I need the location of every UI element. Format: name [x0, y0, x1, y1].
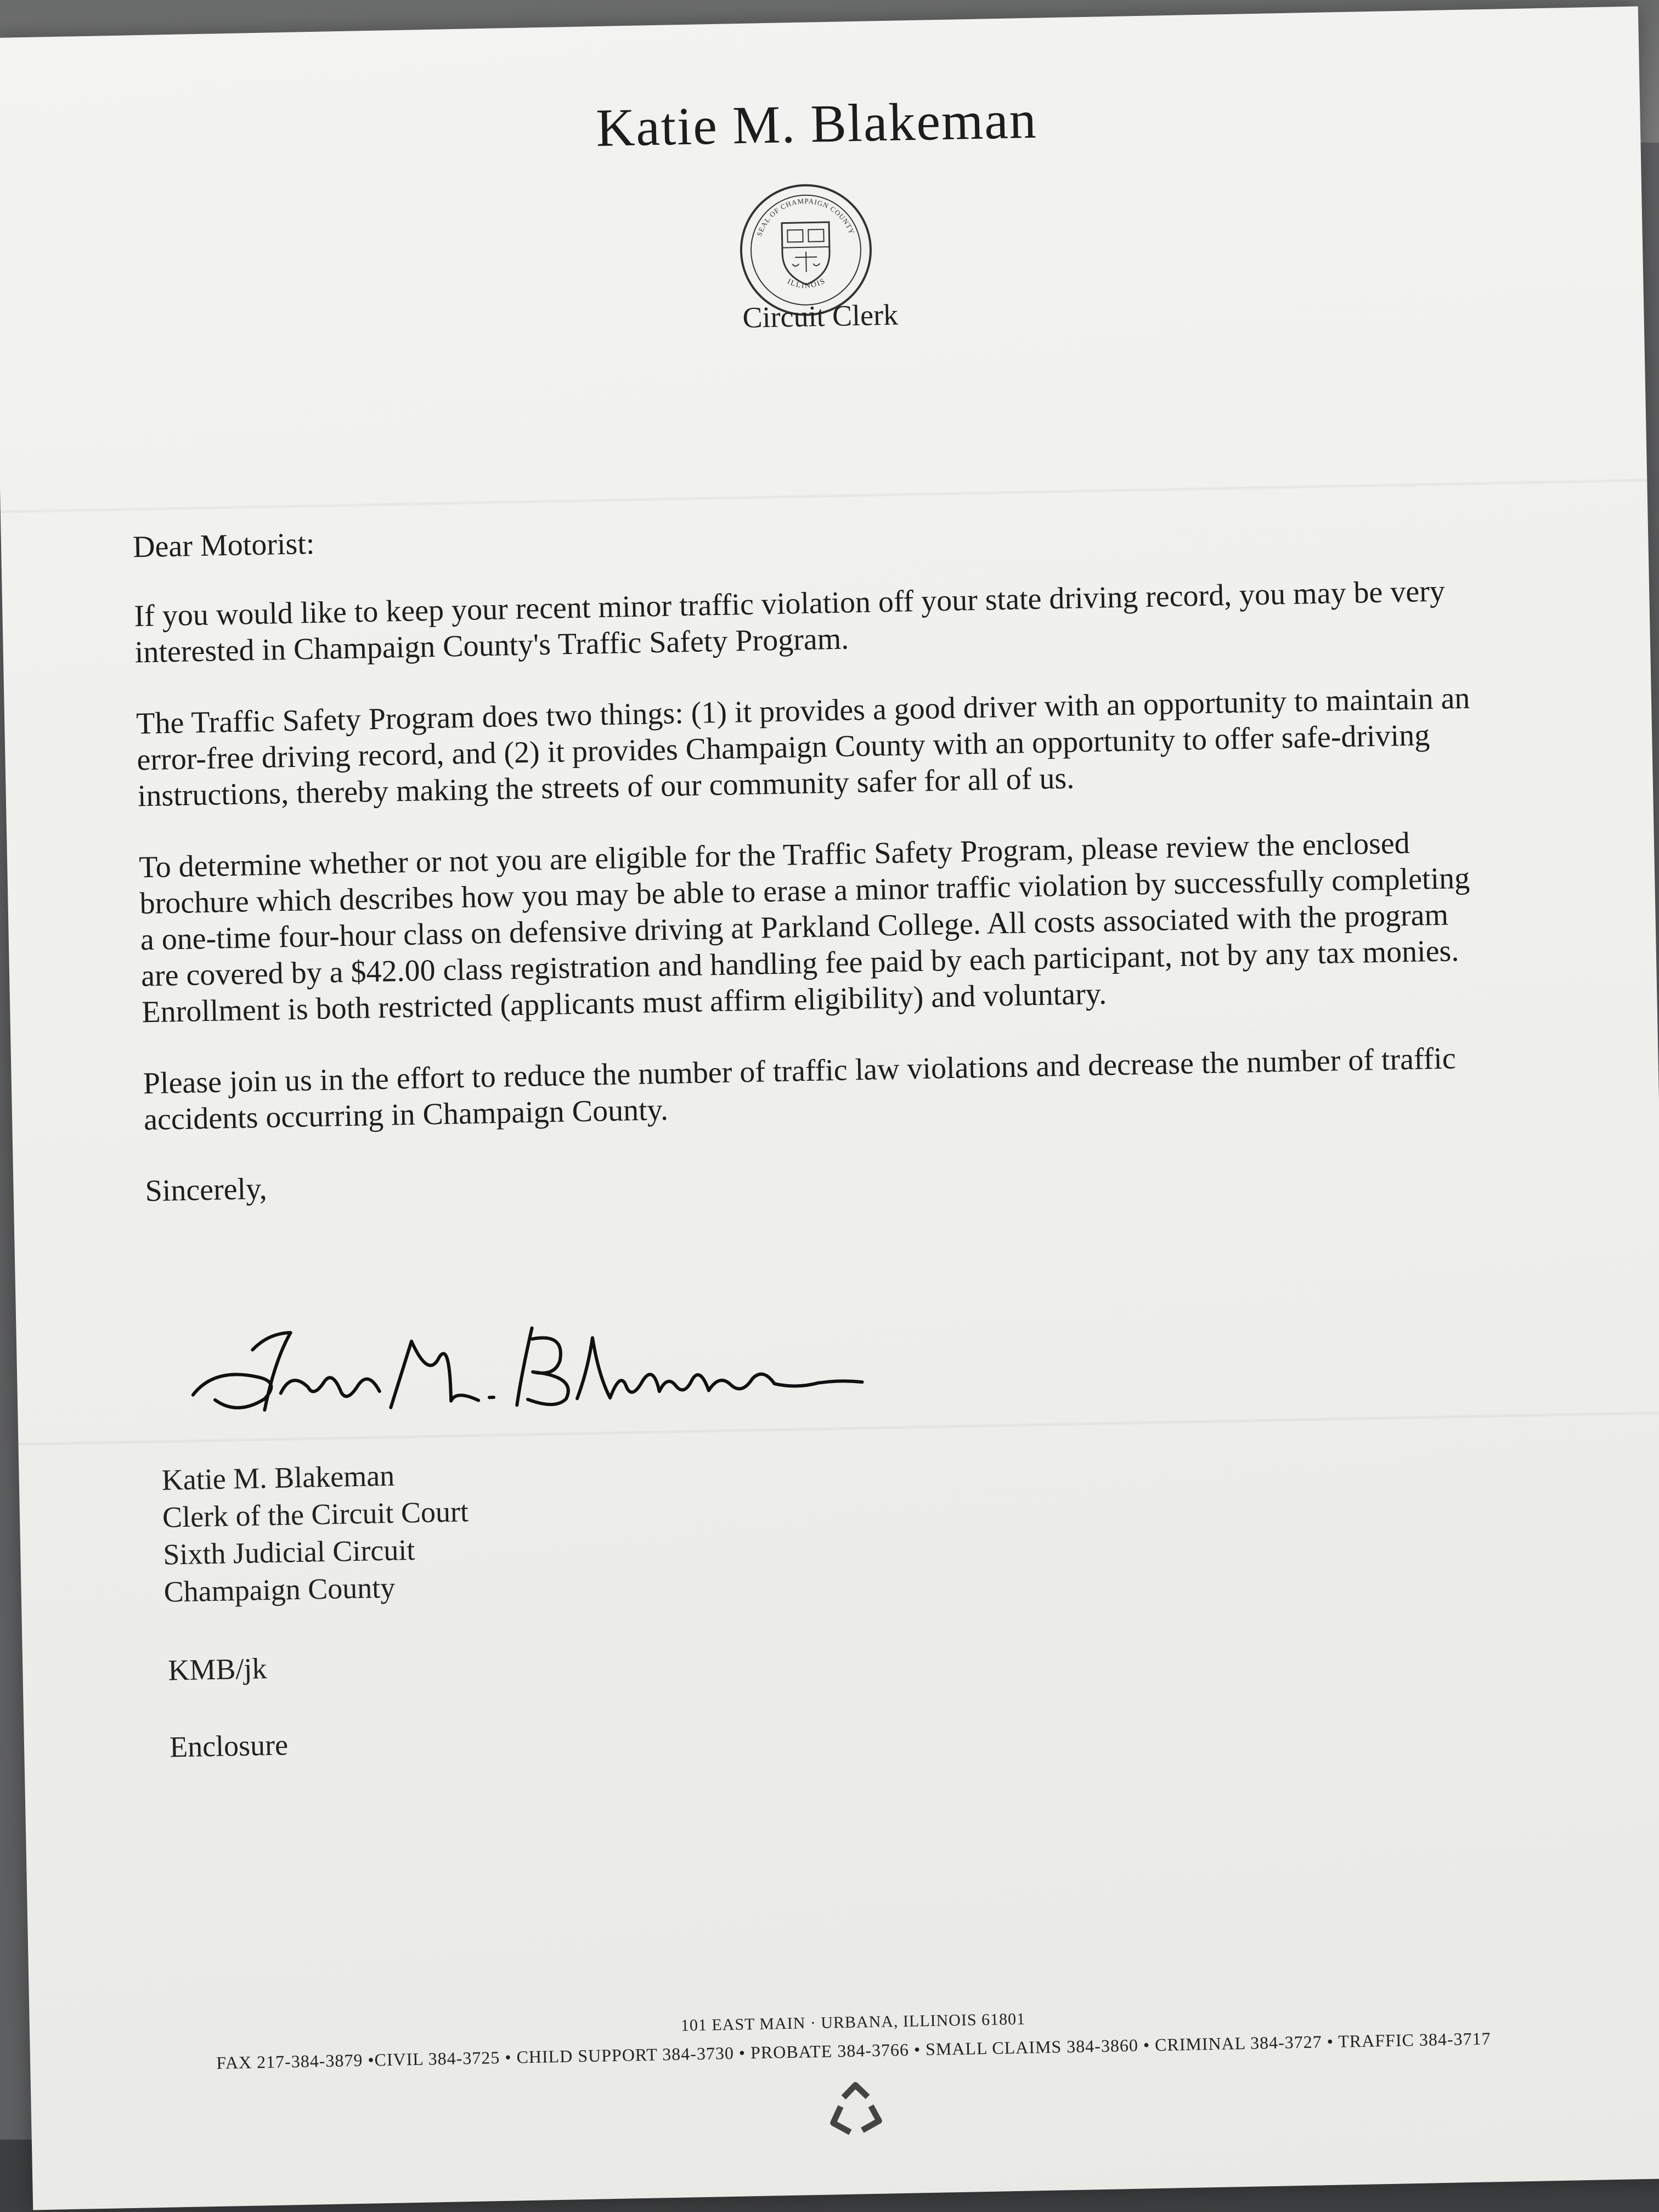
typist-initials: KMB/jk — [167, 1652, 268, 1687]
letter-body — [132, 504, 1485, 1245]
paragraph-closing: Please join us in the effort to reduce the number of traffic law violations and decrease the number of traffic accidents occurring in Champaign County. — [143, 1041, 1457, 1137]
salutation: Dear Motorist: — [132, 527, 315, 565]
svg-text:ILLINOIS — [786, 276, 827, 290]
footer-address: 101 EAST MAIN · URBANA, ILLINOIS 61801 — [680, 2010, 1026, 2035]
footer-phone-numbers: FAX 217-384-3879 •CIVIL 384-3725 • CHILD SUPPORT 384-3730 • PROBATE 384-3766 • SMALL CLAIMS 384-3860 • CRIMINAL 384-3727 • TRAFFIC 384-3717 — [216, 2028, 1491, 2073]
signer-name: Katie M. Blakeman — [161, 1459, 395, 1497]
recycle-icon — [825, 2079, 887, 2140]
paragraph-intro: If you would like to keep your recent minor traffic violation off your state driving record, you may be very interested in Champaign County's Traffic Safety Program. — [133, 574, 1446, 670]
signer-block — [161, 1455, 470, 1611]
letter-page — [0, 7, 1659, 2210]
paragraph-program: The Traffic Safety Program does two things: (1) it provides a good driver with an opportunity to maintain an error-free driving record, and (2) it provides Champaign County with an opportunity to offer safe-driving instructions, thereby making the streets of our community safer for all of us. — [136, 681, 1470, 814]
paragraph-eligibility: To determine whether or not you are eligible for the Traffic Safety Program, please review the enclosed brochure which describes how you may be able to erase a minor traffic violation by successfully completing a one-time four-hour class on defensive driving at Parkland College. All costs associated with the program are covered by a $42.00 class registration and handling fee paid by each participant, not by any tax monies. Enrollment is both restricted (applicants must affirm eligibility) and voluntary. — [138, 826, 1470, 1030]
closing: Sincerely, — [145, 1171, 268, 1209]
signer-county: Champaign County — [163, 1571, 396, 1609]
seal-bottom-text: ILLINOIS — [786, 276, 827, 290]
signature-text: Katie M. Blakeman — [180, 1312, 185, 1313]
seal-top-text: SEAL OF CHAMPAIGN COUNTY — [755, 196, 856, 238]
letterhead-title: Circuit Clerk — [742, 298, 899, 334]
letterhead-name: Katie M. Blakeman — [595, 90, 1038, 159]
handwritten-signature — [180, 1299, 896, 1423]
signer-circuit: Sixth Judicial Circuit — [162, 1533, 415, 1571]
svg-text:SEAL OF CHAMPAIGN COUNTY — [754, 196, 856, 238]
signer-title: Clerk of the Circuit Court — [162, 1494, 469, 1534]
enclosure-note: Enclosure — [169, 1728, 289, 1764]
